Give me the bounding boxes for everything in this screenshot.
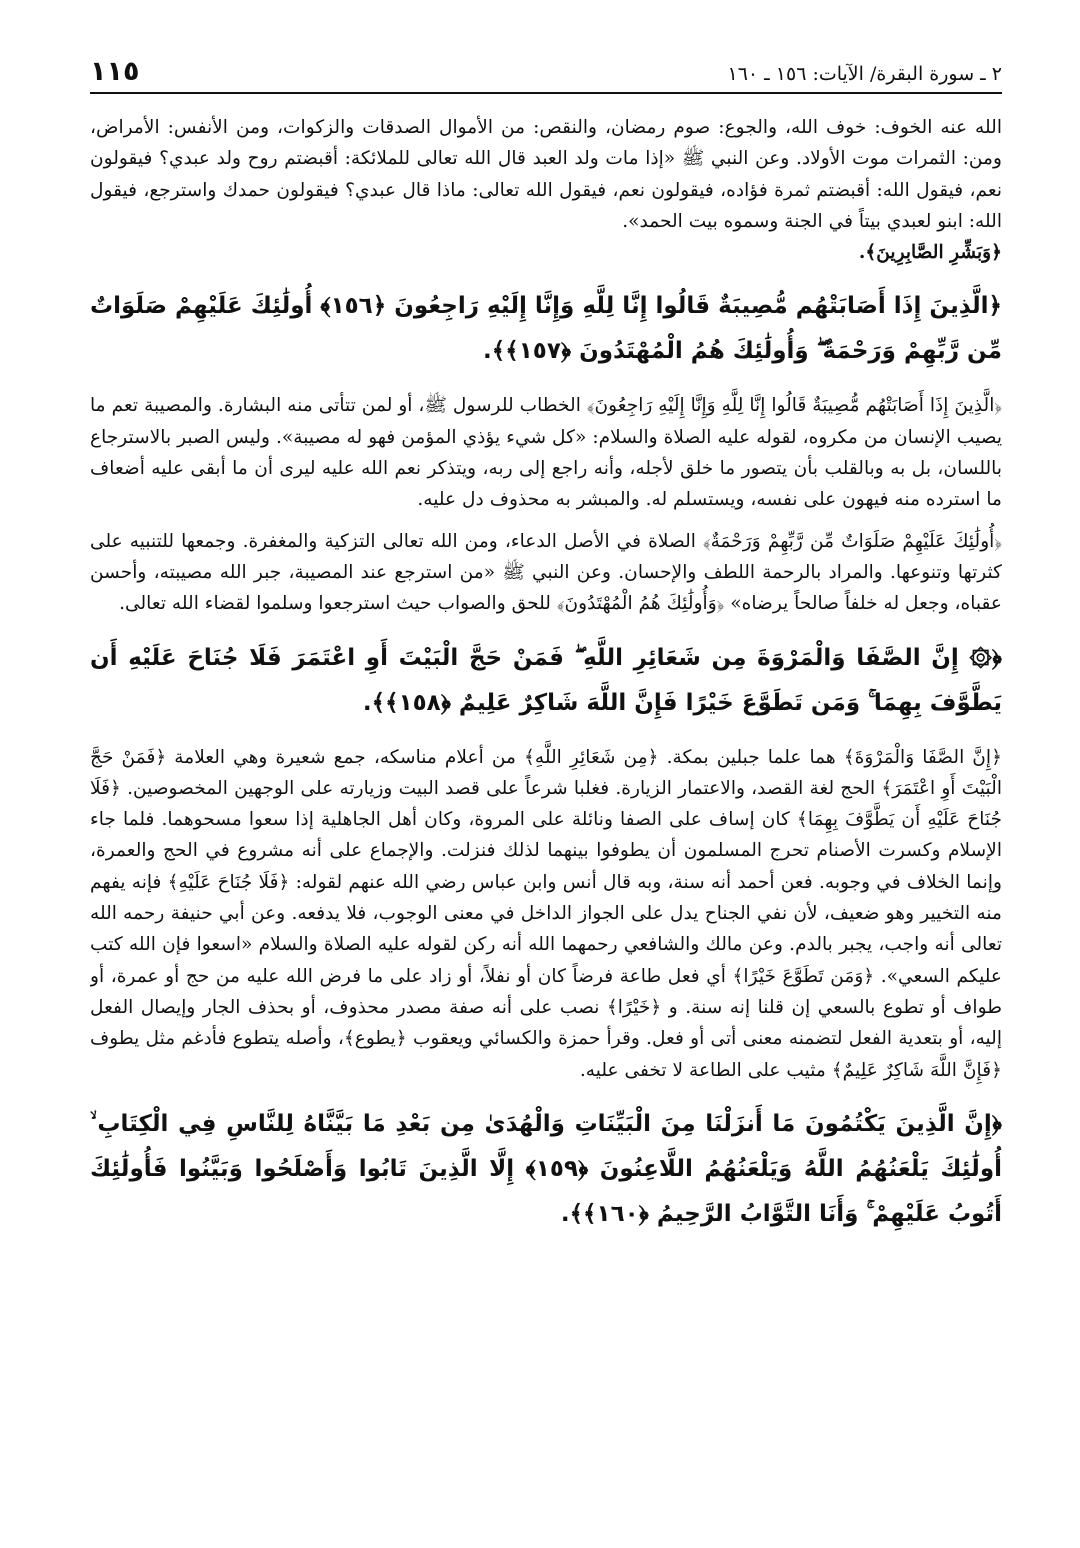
page-header xyxy=(90,52,1002,94)
spacer xyxy=(90,1086,1002,1102)
paragraph-affliction: ﴿الَّذِينَ إِذَا أَصَابَتْهُم مُّصِيبَةٌ قَالُوا إِنَّا لِلَّهِ وَإِنَّا إِلَيْهِ رَاجِعُونَ﴾ الخطاب للرسول ﷺ، أو لمن تتأتى منه البشارة. والمصيبة تعم ما يصيب الإنسان من مكروه، لقوله عليه الصلاة والسلام: «كل شيء يؤذي المؤمن فهو له مصيبة». وليس الصبر بالاسترجاع باللسان، بل به وبالقلب بأن يتصور ما خلق لأجله، وأنه راجع إلى ربه، ويتذكر نعم الله عليه ليرى أن ما أبقى عليه أضعاف ما استرده منه فيهون على نفسه، ويستسلم له. والمبشر به محذوف دل عليه. xyxy=(90,395,1002,511)
verse-156-157: ﴿الَّذِينَ إِذَا أَصَابَتْهُم مُّصِيبَةٌ قَالُوا إِنَّا لِلَّهِ وَإِنَّا إِلَيْهِ رَاجِعُونَ ﴿١٥٦﴾ أُولَٰئِكَ عَلَيْهِمْ صَلَوَاتٌ مِّن رَّبِّهِمْ وَرَحْمَةٌ ۖ وَأُولَٰئِكَ هُمُ الْمُهْتَدُونَ ﴿١٥٧﴾﴾. xyxy=(90,293,1002,365)
page-body xyxy=(90,112,1002,1532)
spacer xyxy=(90,516,1002,526)
paragraph-blessings: ﴿أُولَٰئِكَ عَلَيْهِمْ صَلَوَاتٌ مِّن رَّبِّهِمْ وَرَحْمَةٌ﴾ الصلاة في الأصل الدعاء، ومن الله تعالى التزكية والمغفرة. وجمعها للتنبيه على كثرتها وتنوعها. والمراد بالرحمة اللطف والإحسان. وعن النبي ﷺ «من استرجع عند المصيبة، جبر الله مصيبته، وأحسن عقباه، وجعل له خلفاً صالحاً يرضاه» ﴿وَأُولَٰئِكَ هُمُ الْمُهْتَدُونَ﴾ للحق والصواب حيث استرجعوا وسلموا لقضاء الله تعالى. xyxy=(90,530,1002,615)
spacer xyxy=(90,268,1002,284)
spacer xyxy=(90,726,1002,742)
paragraph-fear-hunger: الله عنه الخوف: خوف الله، والجوع: صوم رمضان، والنقص: من الأموال الصدقات والزكوات، ومن الأنفس: الأمراض، ومن: الثمرات موت الأولاد. وعن النبي ﷺ «إذا مات ولد العبد قال الله تعالى للملائكة: أقبضتم روح ولد عبدي؟ فيقولون نعم، فيقول الله: أقبضتم ثمرة فؤاده، فيقولون نعم، فيقول الله تعالى: ماذا قال عبدي؟ فيقولون حمدك واسترجع، فيقول الله: ابنو لعبدي بيتاً في الجنة وسموه بيت الحمد». xyxy=(90,117,1002,232)
page-number: ١١٥ xyxy=(90,56,140,87)
spacer xyxy=(90,620,1002,636)
paragraph-safa-marwa: ﴿إِنَّ الصَّفَا وَالْمَرْوَةَ﴾ هما علما جبلين بمكة. ﴿مِن شَعَائِرِ اللَّهِ﴾ من أعلام مناسكه، جمع شعيرة وهي العلامة ﴿فَمَنْ حَجَّ الْبَيْتَ أَوِ اعْتَمَرَ﴾ الحج لغة القصد، والاعتمار الزيارة. فغلبا شرعاً على قصد البيت وزيارته على الوجهين المخصوصين. ﴿فَلَا جُنَاحَ عَلَيْهِ أَن يَطَّوَّفَ بِهِمَا﴾ كان إساف على الصفا ونائلة على المروة، وكان أهل الجاهلية إذا سعوا مسحوهما. فلما جاء الإسلام وكسرت الأصنام تحرج المسلمون أن يطوفوا بينهما لذلك فنزلت. والإجماع على أنه مشروع في الحج والعمرة، وإنما الخلاف في وجوبه. فعن أحمد أنه سنة، وبه قال أنس وابن عباس رضي الله عنهم لقوله: ﴿فَلَا جُنَاحَ عَلَيْهِ﴾ فإنه يفهم منه التخيير وهو ضعيف، لأن نفي الجناح يدل على الجواز الداخل في معنى الوجوب، فلا يدفعه. وعن أبي حنيفة رحمه الله تعالى أنه واجب، يجبر بالدم. وعن مالك والشافعي رحمهما الله أنه ركن لقوله عليه الصلاة والسلام «اسعوا فإن الله كتب عليكم السعي». ﴿وَمَن تَطَوَّعَ خَيْرًا﴾ أي فعل طاعة فرضاً كان أو نفلاً، أو زاد على ما فرض الله عليه من حج أو عمرة، أو طواف أو تطوع بالسعي إن قلنا إنه سنة. و ﴿خَيْرًا﴾ نصب على أنه صفة مصدر محذوف، أو بحذف الجار وإيصال الفعل إليه، أو بتعدية الفعل لتضمنه معنى أتى أو فعل. وقرأ حمزة والكسائي ويعقوب ﴿يطوع﴾، وأصله يتطوع فأدغم مثل يطوف ﴿فَإِنَّ اللَّهَ شَاكِرٌ عَلِيمٌ﴾ مثيب على الطاعة لا تخفى عليه. xyxy=(90,746,1002,1081)
running-head: ٢ ـ سورة البقرة/ الآيات: ١٥٦ ـ ١٦٠ xyxy=(727,63,1002,85)
quote-give-glad-tidings: ﴿وَبَشِّرِ الصَّابِرِينَ﴾. xyxy=(858,242,1002,264)
verse-159-160: ﴿إِنَّ الَّذِينَ يَكْتُمُونَ مَا أَنزَلْنَا مِنَ الْبَيِّنَاتِ وَالْهُدَىٰ مِن بَعْدِ مَا بَيَّنَّاهُ لِلنَّاسِ فِي الْكِتَابِ ۙ أُولَٰئِكَ يَلْعَنُهُمُ اللَّهُ وَيَلْعَنُهُمُ اللَّاعِنُونَ ﴿١٥٩﴾ إِلَّا الَّذِينَ تَابُوا وَأَصْلَحُوا وَبَيَّنُوا فَأُولَٰئِكَ أَتُوبُ عَلَيْهِمْ ۚ وَأَنَا التَّوَّابُ الرَّحِيمُ ﴿١٦٠﴾﴾. xyxy=(90,1110,1002,1227)
spacer xyxy=(90,374,1002,390)
verse-158: ﴿۞ إِنَّ الصَّفَا وَالْمَرْوَةَ مِن شَعَائِرِ اللَّهِ ۖ فَمَنْ حَجَّ الْبَيْتَ أَوِ اعْتَمَرَ فَلَا جُنَاحَ عَلَيْهِ أَن يَطَّوَّفَ بِهِمَا ۚ وَمَن تَطَوَّعَ خَيْرًا فَإِنَّ اللَّهَ شَاكِرٌ عَلِيمٌ ﴿١٥٨﴾﴾. xyxy=(90,644,1002,716)
